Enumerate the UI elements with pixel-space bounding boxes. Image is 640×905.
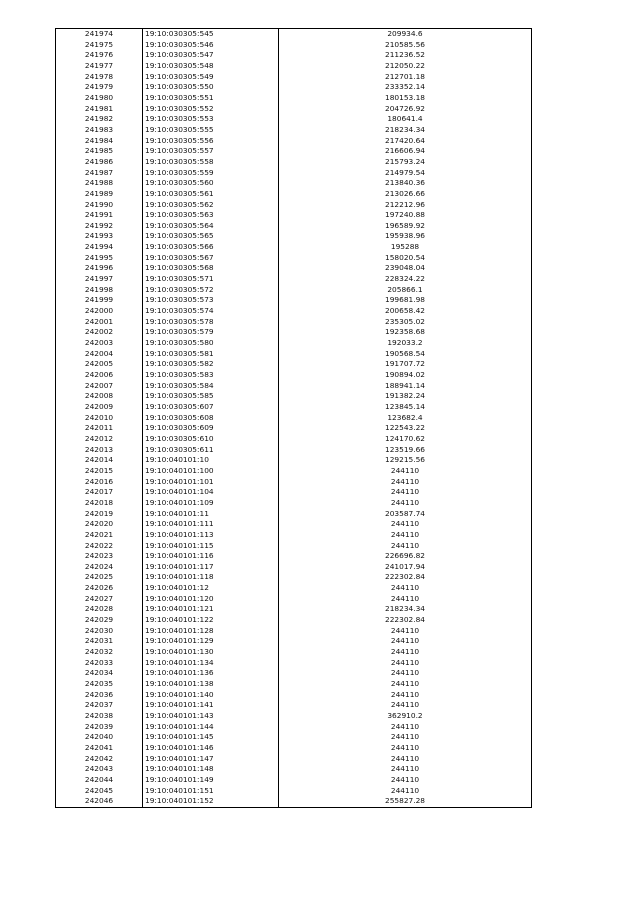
row-number-cell: 241994 xyxy=(56,242,143,253)
cadastral-value-cell: 123682.4 xyxy=(279,413,532,424)
row-number-cell: 241987 xyxy=(56,168,143,179)
cadastral-number-cell: 19:10:030305:608 xyxy=(143,413,279,424)
cadastral-value-cell: 244110 xyxy=(279,594,532,605)
cadastral-number-cell: 19:10:030305:553 xyxy=(143,114,279,125)
row-number-cell: 242030 xyxy=(56,626,143,637)
table-row xyxy=(56,349,532,360)
cadastral-value-cell: 244110 xyxy=(279,700,532,711)
cadastral-value-cell: 212050.22 xyxy=(279,61,532,72)
table-row xyxy=(56,146,532,157)
cadastral-value-cell: 218234.34 xyxy=(279,125,532,136)
row-number-cell: 242028 xyxy=(56,604,143,615)
row-number-cell: 242018 xyxy=(56,498,143,509)
table-row xyxy=(56,764,532,775)
table-row xyxy=(56,775,532,786)
table-row xyxy=(56,381,532,392)
row-number-cell: 242020 xyxy=(56,519,143,530)
table-row xyxy=(56,136,532,147)
cadastral-number-cell: 19:10:040101:116 xyxy=(143,551,279,562)
row-number-cell: 242010 xyxy=(56,413,143,424)
row-number-cell: 241976 xyxy=(56,50,143,61)
cadastral-value-cell: 212701.18 xyxy=(279,72,532,83)
cadastral-value-cell: 222302.84 xyxy=(279,615,532,626)
cadastral-value-cell: 235305.02 xyxy=(279,317,532,328)
row-number-cell: 241981 xyxy=(56,104,143,115)
row-number-cell: 242014 xyxy=(56,455,143,466)
cadastral-value-cell: 226696.82 xyxy=(279,551,532,562)
cadastral-value-cell: 199681.98 xyxy=(279,295,532,306)
cadastral-value-cell: 205866.1 xyxy=(279,285,532,296)
cadastral-number-cell: 19:10:030305:561 xyxy=(143,189,279,200)
table-row xyxy=(56,711,532,722)
cadastral-number-cell: 19:10:040101:111 xyxy=(143,519,279,530)
cadastral-value-cell: 216606.94 xyxy=(279,146,532,157)
cadastral-number-cell: 19:10:040101:101 xyxy=(143,477,279,488)
cadastral-value-cell: 214979.54 xyxy=(279,168,532,179)
cadastral-value-cell: 204726.92 xyxy=(279,104,532,115)
row-number-cell: 242025 xyxy=(56,572,143,583)
row-number-cell: 242003 xyxy=(56,338,143,349)
cadastral-number-cell: 19:10:030305:610 xyxy=(143,434,279,445)
table-row xyxy=(56,40,532,51)
cadastral-number-cell: 19:10:030305:556 xyxy=(143,136,279,147)
cadastral-number-cell: 19:10:040101:104 xyxy=(143,487,279,498)
cadastral-number-cell: 19:10:040101:149 xyxy=(143,775,279,786)
row-number-cell: 242029 xyxy=(56,615,143,626)
cadastral-value-cell: 212212.96 xyxy=(279,200,532,211)
table-row xyxy=(56,615,532,626)
row-number-cell: 242033 xyxy=(56,658,143,669)
cadastral-number-cell: 19:10:040101:140 xyxy=(143,690,279,701)
row-number-cell: 241979 xyxy=(56,82,143,93)
cadastral-number-cell: 19:10:030305:546 xyxy=(143,40,279,51)
cadastral-number-cell: 19:10:030305:547 xyxy=(143,50,279,61)
row-number-cell: 241988 xyxy=(56,178,143,189)
row-number-cell: 241998 xyxy=(56,285,143,296)
cadastral-value-cell: 215793.24 xyxy=(279,157,532,168)
cadastral-number-cell: 19:10:040101:100 xyxy=(143,466,279,477)
table-row xyxy=(56,679,532,690)
table-row xyxy=(56,509,532,520)
table-row xyxy=(56,519,532,530)
cadastral-value-cell: 123845.14 xyxy=(279,402,532,413)
cadastral-value-cell: 124170.62 xyxy=(279,434,532,445)
cadastral-value-cell: 210585.56 xyxy=(279,40,532,51)
cadastral-value-cell: 197240.88 xyxy=(279,210,532,221)
cadastral-value-cell: 244110 xyxy=(279,626,532,637)
cadastral-number-cell: 19:10:030305:579 xyxy=(143,327,279,338)
cadastral-value-table xyxy=(55,28,532,808)
row-number-cell: 242024 xyxy=(56,562,143,573)
table-row xyxy=(56,434,532,445)
table-row xyxy=(56,530,532,541)
cadastral-number-cell: 19:10:030305:581 xyxy=(143,349,279,360)
table-row xyxy=(56,157,532,168)
cadastral-number-cell: 19:10:040101:146 xyxy=(143,743,279,754)
cadastral-number-cell: 19:10:030305:568 xyxy=(143,263,279,274)
cadastral-number-cell: 19:10:030305:557 xyxy=(143,146,279,157)
table-row xyxy=(56,636,532,647)
table-row xyxy=(56,498,532,509)
table-row xyxy=(56,668,532,679)
row-number-cell: 242011 xyxy=(56,423,143,434)
row-number-cell: 242045 xyxy=(56,786,143,797)
table-row xyxy=(56,50,532,61)
row-number-cell: 242021 xyxy=(56,530,143,541)
table-row xyxy=(56,551,532,562)
cadastral-number-cell: 19:10:030305:571 xyxy=(143,274,279,285)
table-row xyxy=(56,732,532,743)
table-row xyxy=(56,626,532,637)
cadastral-value-cell: 244110 xyxy=(279,743,532,754)
table-row xyxy=(56,796,532,807)
cadastral-value-cell: 190568.54 xyxy=(279,349,532,360)
cadastral-number-cell: 19:10:030305:560 xyxy=(143,178,279,189)
row-number-cell: 241990 xyxy=(56,200,143,211)
cadastral-value-cell: 244110 xyxy=(279,636,532,647)
table-row xyxy=(56,413,532,424)
cadastral-value-cell: 191707.72 xyxy=(279,359,532,370)
row-number-cell: 242015 xyxy=(56,466,143,477)
cadastral-number-cell: 19:10:030305:585 xyxy=(143,391,279,402)
cadastral-value-cell: 244110 xyxy=(279,498,532,509)
table-row xyxy=(56,317,532,328)
row-number-cell: 241984 xyxy=(56,136,143,147)
cadastral-number-cell: 19:10:040101:151 xyxy=(143,786,279,797)
cadastral-number-cell: 19:10:030305:565 xyxy=(143,231,279,242)
cadastral-value-cell: 217420.64 xyxy=(279,136,532,147)
row-number-cell: 242023 xyxy=(56,551,143,562)
table-row xyxy=(56,743,532,754)
row-number-cell: 241985 xyxy=(56,146,143,157)
table-row xyxy=(56,168,532,179)
cadastral-value-cell: 362910.2 xyxy=(279,711,532,722)
row-number-cell: 242019 xyxy=(56,509,143,520)
cadastral-value-cell: 244110 xyxy=(279,647,532,658)
cadastral-number-cell: 19:10:030305:562 xyxy=(143,200,279,211)
row-number-cell: 241980 xyxy=(56,93,143,104)
table-row xyxy=(56,541,532,552)
table-row xyxy=(56,722,532,733)
table-row xyxy=(56,221,532,232)
row-number-cell: 242031 xyxy=(56,636,143,647)
row-number-cell: 242016 xyxy=(56,477,143,488)
cadastral-value-cell: 192358.68 xyxy=(279,327,532,338)
cadastral-number-cell: 19:10:030305:549 xyxy=(143,72,279,83)
row-number-cell: 242004 xyxy=(56,349,143,360)
table-row xyxy=(56,72,532,83)
table-row xyxy=(56,189,532,200)
cadastral-value-cell: 123519.66 xyxy=(279,445,532,456)
cadastral-value-cell: 122543.22 xyxy=(279,423,532,434)
row-number-cell: 242017 xyxy=(56,487,143,498)
cadastral-value-cell: 244110 xyxy=(279,722,532,733)
row-number-cell: 242042 xyxy=(56,754,143,765)
cadastral-value-cell: 244110 xyxy=(279,530,532,541)
row-number-cell: 241986 xyxy=(56,157,143,168)
row-number-cell: 242032 xyxy=(56,647,143,658)
table-row xyxy=(56,125,532,136)
table-row xyxy=(56,754,532,765)
cadastral-value-cell: 129215.56 xyxy=(279,455,532,466)
cadastral-value-cell: 244110 xyxy=(279,583,532,594)
table-row xyxy=(56,455,532,466)
row-number-cell: 242040 xyxy=(56,732,143,743)
cadastral-value-cell: 211236.52 xyxy=(279,50,532,61)
row-number-cell: 242041 xyxy=(56,743,143,754)
table-row xyxy=(56,114,532,125)
cadastral-number-cell: 19:10:030305:584 xyxy=(143,381,279,392)
cadastral-number-cell: 19:10:030305:555 xyxy=(143,125,279,136)
row-number-cell: 242038 xyxy=(56,711,143,722)
row-number-cell: 242022 xyxy=(56,541,143,552)
row-number-cell: 241975 xyxy=(56,40,143,51)
cadastral-value-cell: 158020.54 xyxy=(279,253,532,264)
row-number-cell: 242046 xyxy=(56,796,143,807)
cadastral-number-cell: 19:10:030305:564 xyxy=(143,221,279,232)
cadastral-value-cell: 195938.96 xyxy=(279,231,532,242)
cadastral-value-cell: 244110 xyxy=(279,775,532,786)
cadastral-number-cell: 19:10:040101:10 xyxy=(143,455,279,466)
table-row xyxy=(56,210,532,221)
table-row xyxy=(56,658,532,669)
row-number-cell: 241974 xyxy=(56,29,143,40)
table-row xyxy=(56,786,532,797)
cadastral-number-cell: 19:10:030305:559 xyxy=(143,168,279,179)
table-body xyxy=(56,29,532,808)
table-row xyxy=(56,82,532,93)
row-number-cell: 241996 xyxy=(56,263,143,274)
table-row xyxy=(56,253,532,264)
cadastral-number-cell: 19:10:030305:583 xyxy=(143,370,279,381)
table-row xyxy=(56,200,532,211)
row-number-cell: 242034 xyxy=(56,668,143,679)
cadastral-value-cell: 244110 xyxy=(279,679,532,690)
row-number-cell: 241989 xyxy=(56,189,143,200)
cadastral-number-cell: 19:10:040101:120 xyxy=(143,594,279,605)
row-number-cell: 241995 xyxy=(56,253,143,264)
cadastral-value-cell: 244110 xyxy=(279,764,532,775)
cadastral-number-cell: 19:10:030305:550 xyxy=(143,82,279,93)
cadastral-number-cell: 19:10:030305:545 xyxy=(143,29,279,40)
table-row xyxy=(56,359,532,370)
cadastral-value-cell: 209934.6 xyxy=(279,29,532,40)
row-number-cell: 242007 xyxy=(56,381,143,392)
cadastral-number-cell: 19:10:030305:563 xyxy=(143,210,279,221)
cadastral-value-cell: 180641.4 xyxy=(279,114,532,125)
cadastral-value-cell: 192033.2 xyxy=(279,338,532,349)
table-row xyxy=(56,370,532,381)
table-row xyxy=(56,445,532,456)
table-row xyxy=(56,327,532,338)
cadastral-value-cell: 255827.28 xyxy=(279,796,532,807)
cadastral-number-cell: 19:10:030305:548 xyxy=(143,61,279,72)
row-number-cell: 241977 xyxy=(56,61,143,72)
cadastral-value-cell: 233352.14 xyxy=(279,82,532,93)
cadastral-value-cell: 200658.42 xyxy=(279,306,532,317)
table-row xyxy=(56,274,532,285)
cadastral-value-cell: 244110 xyxy=(279,732,532,743)
cadastral-number-cell: 19:10:030305:572 xyxy=(143,285,279,296)
table-row xyxy=(56,466,532,477)
cadastral-value-cell: 241017.94 xyxy=(279,562,532,573)
cadastral-number-cell: 19:10:040101:113 xyxy=(143,530,279,541)
cadastral-number-cell: 19:10:040101:141 xyxy=(143,700,279,711)
row-number-cell: 241993 xyxy=(56,231,143,242)
cadastral-number-cell: 19:10:030305:551 xyxy=(143,93,279,104)
cadastral-number-cell: 19:10:040101:117 xyxy=(143,562,279,573)
cadastral-number-cell: 19:10:030305:558 xyxy=(143,157,279,168)
table-row xyxy=(56,583,532,594)
cadastral-number-cell: 19:10:030305:567 xyxy=(143,253,279,264)
cadastral-number-cell: 19:10:030305:582 xyxy=(143,359,279,370)
row-number-cell: 242006 xyxy=(56,370,143,381)
row-number-cell: 241997 xyxy=(56,274,143,285)
table-row xyxy=(56,477,532,488)
row-number-cell: 242012 xyxy=(56,434,143,445)
cadastral-number-cell: 19:10:040101:129 xyxy=(143,636,279,647)
table-row xyxy=(56,562,532,573)
cadastral-number-cell: 19:10:030305:573 xyxy=(143,295,279,306)
table-row xyxy=(56,178,532,189)
table-row xyxy=(56,104,532,115)
table-row xyxy=(56,402,532,413)
table-row xyxy=(56,338,532,349)
row-number-cell: 242043 xyxy=(56,764,143,775)
cadastral-number-cell: 19:10:030305:552 xyxy=(143,104,279,115)
cadastral-value-cell: 239048.04 xyxy=(279,263,532,274)
cadastral-number-cell: 19:10:040101:12 xyxy=(143,583,279,594)
cadastral-number-cell: 19:10:040101:109 xyxy=(143,498,279,509)
table-row xyxy=(56,700,532,711)
cadastral-value-cell: 244110 xyxy=(279,519,532,530)
row-number-cell: 242037 xyxy=(56,700,143,711)
cadastral-value-cell: 244110 xyxy=(279,487,532,498)
cadastral-number-cell: 19:10:030305:609 xyxy=(143,423,279,434)
cadastral-value-cell: 191382.24 xyxy=(279,391,532,402)
table-row xyxy=(56,93,532,104)
table-row xyxy=(56,295,532,306)
row-number-cell: 241982 xyxy=(56,114,143,125)
table-row xyxy=(56,572,532,583)
cadastral-number-cell: 19:10:040101:147 xyxy=(143,754,279,765)
cadastral-value-cell: 244110 xyxy=(279,658,532,669)
table-row xyxy=(56,647,532,658)
row-number-cell: 242001 xyxy=(56,317,143,328)
cadastral-number-cell: 19:10:040101:148 xyxy=(143,764,279,775)
cadastral-value-cell: 213026.66 xyxy=(279,189,532,200)
cadastral-number-cell: 19:10:040101:145 xyxy=(143,732,279,743)
cadastral-value-cell: 213840.36 xyxy=(279,178,532,189)
cadastral-number-cell: 19:10:030305:580 xyxy=(143,338,279,349)
cadastral-number-cell: 19:10:030305:611 xyxy=(143,445,279,456)
row-number-cell: 241978 xyxy=(56,72,143,83)
table-row xyxy=(56,61,532,72)
row-number-cell: 242026 xyxy=(56,583,143,594)
cadastral-number-cell: 19:10:040101:118 xyxy=(143,572,279,583)
cadastral-value-cell: 244110 xyxy=(279,477,532,488)
table-row xyxy=(56,594,532,605)
cadastral-value-cell: 218234.34 xyxy=(279,604,532,615)
cadastral-number-cell: 19:10:040101:115 xyxy=(143,541,279,552)
cadastral-number-cell: 19:10:030305:578 xyxy=(143,317,279,328)
table-row xyxy=(56,423,532,434)
row-number-cell: 242008 xyxy=(56,391,143,402)
row-number-cell: 242002 xyxy=(56,327,143,338)
cadastral-value-cell: 222302.84 xyxy=(279,572,532,583)
table-row xyxy=(56,604,532,615)
row-number-cell: 242035 xyxy=(56,679,143,690)
table-row xyxy=(56,242,532,253)
cadastral-number-cell: 19:10:040101:152 xyxy=(143,796,279,807)
table-row xyxy=(56,231,532,242)
row-number-cell: 242039 xyxy=(56,722,143,733)
row-number-cell: 242009 xyxy=(56,402,143,413)
cadastral-value-cell: 188941.14 xyxy=(279,381,532,392)
cadastral-value-cell: 244110 xyxy=(279,668,532,679)
table-row xyxy=(56,690,532,701)
row-number-cell: 242013 xyxy=(56,445,143,456)
cadastral-value-cell: 244110 xyxy=(279,754,532,765)
cadastral-number-cell: 19:10:040101:134 xyxy=(143,658,279,669)
row-number-cell: 241991 xyxy=(56,210,143,221)
cadastral-number-cell: 19:10:040101:143 xyxy=(143,711,279,722)
table-row xyxy=(56,29,532,40)
table-row xyxy=(56,306,532,317)
row-number-cell: 242000 xyxy=(56,306,143,317)
cadastral-value-cell: 203587.74 xyxy=(279,509,532,520)
row-number-cell: 241992 xyxy=(56,221,143,232)
table-row xyxy=(56,487,532,498)
row-number-cell: 242036 xyxy=(56,690,143,701)
table-row xyxy=(56,263,532,274)
cadastral-value-cell: 244110 xyxy=(279,466,532,477)
cadastral-number-cell: 19:10:030305:566 xyxy=(143,242,279,253)
cadastral-number-cell: 19:10:040101:122 xyxy=(143,615,279,626)
cadastral-number-cell: 19:10:040101:144 xyxy=(143,722,279,733)
cadastral-number-cell: 19:10:030305:574 xyxy=(143,306,279,317)
cadastral-number-cell: 19:10:040101:128 xyxy=(143,626,279,637)
cadastral-number-cell: 19:10:030305:607 xyxy=(143,402,279,413)
cadastral-number-cell: 19:10:040101:136 xyxy=(143,668,279,679)
cadastral-value-cell: 244110 xyxy=(279,541,532,552)
row-number-cell: 241983 xyxy=(56,125,143,136)
cadastral-value-cell: 190894.02 xyxy=(279,370,532,381)
row-number-cell: 242044 xyxy=(56,775,143,786)
cadastral-number-cell: 19:10:040101:121 xyxy=(143,604,279,615)
table-row xyxy=(56,285,532,296)
cadastral-number-cell: 19:10:040101:11 xyxy=(143,509,279,520)
cadastral-value-cell: 180153.18 xyxy=(279,93,532,104)
cadastral-value-cell: 228324.22 xyxy=(279,274,532,285)
cadastral-value-cell: 196589.92 xyxy=(279,221,532,232)
row-number-cell: 241999 xyxy=(56,295,143,306)
row-number-cell: 242005 xyxy=(56,359,143,370)
cadastral-value-cell: 244110 xyxy=(279,690,532,701)
cadastral-number-cell: 19:10:040101:130 xyxy=(143,647,279,658)
cadastral-value-cell: 195288 xyxy=(279,242,532,253)
row-number-cell: 242027 xyxy=(56,594,143,605)
cadastral-value-cell: 244110 xyxy=(279,786,532,797)
cadastral-number-cell: 19:10:040101:138 xyxy=(143,679,279,690)
table-row xyxy=(56,391,532,402)
